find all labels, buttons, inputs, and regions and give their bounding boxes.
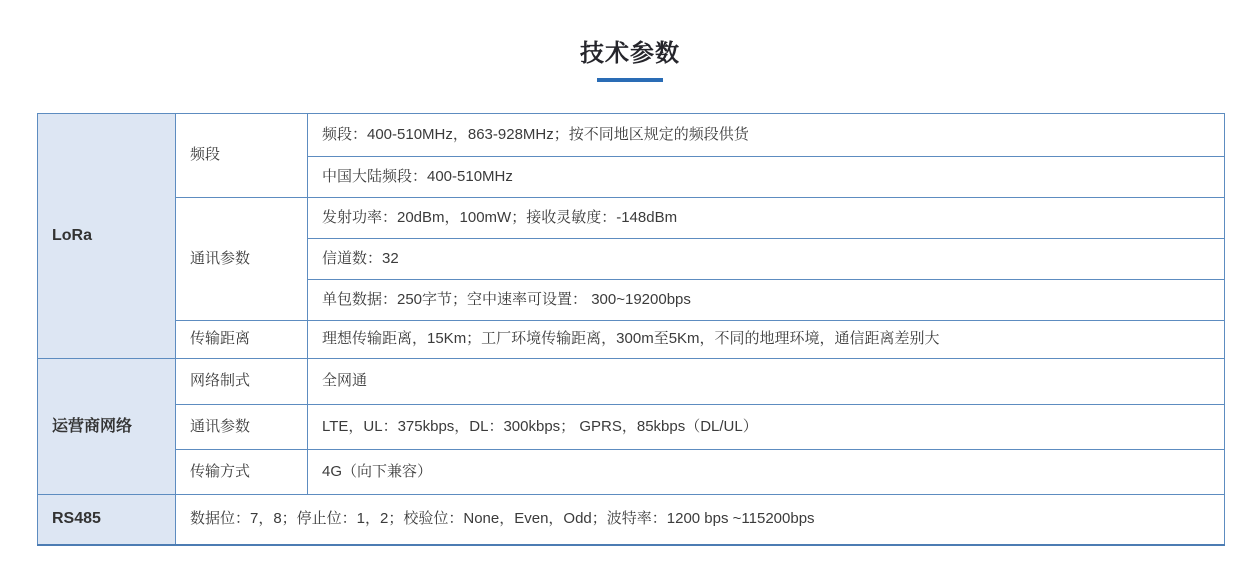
value-cell-network-mode: 全网通 bbox=[308, 359, 1225, 405]
value-cell-packet: 单包数据：250字节；空中速率可设置： 300~19200bps bbox=[308, 280, 1225, 321]
table-row bbox=[38, 114, 1225, 157]
value-cell-carrier-comm: LTE，UL：375kbps，DL：300kbps； GPRS，85kbps（DL/UL） bbox=[308, 405, 1225, 450]
table-row bbox=[38, 198, 1225, 239]
spec-table bbox=[37, 113, 1225, 546]
value-cell-tx-power: 发射功率：20dBm，100mW；接收灵敏度：-148dBm bbox=[308, 198, 1225, 239]
table-row bbox=[38, 359, 1225, 405]
page-header bbox=[0, 0, 1260, 82]
table-row bbox=[38, 321, 1225, 359]
value-cell-channels: 信道数：32 bbox=[308, 239, 1225, 280]
category-cell-lora: LoRa bbox=[38, 114, 176, 359]
param-cell-carrier-comm: 通讯参数 bbox=[176, 405, 308, 450]
category-cell-carrier: 运营商网络 bbox=[38, 359, 176, 495]
category-cell-rs485: RS485 bbox=[38, 495, 176, 545]
param-cell-lora-comm: 通讯参数 bbox=[176, 198, 308, 321]
table-row bbox=[38, 405, 1225, 450]
param-cell-band: 频段 bbox=[176, 114, 308, 198]
value-cell-band-china: 中国大陆频段：400-510MHz bbox=[308, 157, 1225, 198]
param-cell-network-mode: 网络制式 bbox=[176, 359, 308, 405]
value-cell-transfer-mode: 4G（向下兼容） bbox=[308, 450, 1225, 495]
table-row bbox=[38, 450, 1225, 495]
title-underline bbox=[597, 78, 663, 82]
param-cell-distance: 传输距离 bbox=[176, 321, 308, 359]
table-row bbox=[38, 495, 1225, 545]
page-title: 技术参数 bbox=[580, 40, 680, 67]
value-cell-rs485: 数据位：7，8；停止位：1，2；校验位：None，Even，Odd；波特率：1200 bps ~115200bps bbox=[176, 495, 1225, 545]
value-cell-band-global: 频段：400-510MHz，863-928MHz；按不同地区规定的频段供货 bbox=[308, 114, 1225, 157]
param-cell-transfer-mode: 传输方式 bbox=[176, 450, 308, 495]
value-cell-distance: 理想传输距离，15Km；工厂环境传输距离，300m至5Km，不同的地理环境，通信距离差别大 bbox=[308, 321, 1225, 359]
